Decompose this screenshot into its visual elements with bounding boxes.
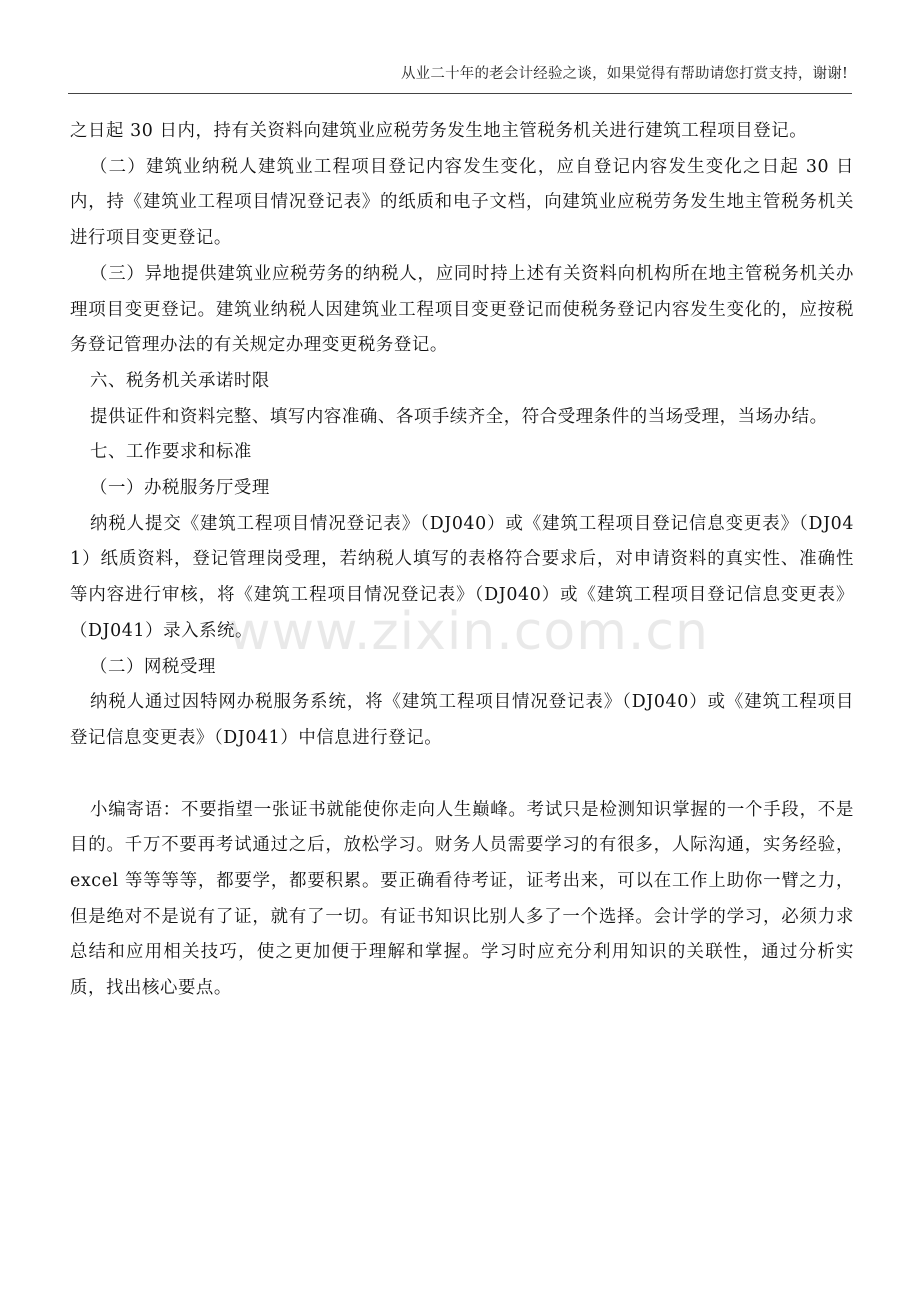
section-heading-6: 六、税务机关承诺时限: [90, 370, 270, 391]
document-body: [70, 114, 854, 1007]
paragraph-continuation: 之日起 30 日内，持有关资料向建筑业应税劳务发生地主管税务机关进行建筑工程项目登记。: [70, 121, 808, 141]
subheading-hall-acceptance: （一）办税服务厅受理: [90, 478, 270, 499]
paragraph-item-2-change: （二）建筑业纳税人建筑业工程项目登记内容发生变化，应自登记内容发生变化之日起 30 日内，持《建筑业工程项目情况登记表》的纸质和电子文档，向建筑业应税劳务发生地主管税务机关进行项目变更登记。: [70, 156, 854, 249]
paragraph-editor-note: 小编寄语：不要指望一张证书就能使你走向人生巅峰。考试只是检测知识掌握的一个手段，不是目的。千万不要再考试通过之后，放松学习。财务人员需要学习的有很多，人际沟通，实务经验，excel 等等等等，都要学，都要积累。要正确看待考证，证考出来，可以在工作上助你一臂之力，但是绝对不是说有了证，就有了一切。有证书知识比别人多了一个选择。会计学的学习，必须力求总结和应用相关技巧，使之更加便于理解和掌握。学习时应充分利用知识的关联性，通过分析实质，找出核心要点。: [70, 799, 854, 999]
watermark-text: www.zixin.com.cn: [228, 602, 709, 662]
paragraph-hall-acceptance: 纳税人提交《建筑工程项目情况登记表》（DJ040）或《建筑工程项目登记信息变更表》（DJ041）纸质资料，登记管理岗受理，若纳税人填写的表格符合要求后，对申请资料的真实性、准确性等内容进行审核，将《建筑工程项目情况登记表》（DJ040）或《建筑工程项目登记信息变更表》（DJ041）录入系统。: [70, 513, 854, 641]
header-note: 从业二十年的老会计经验之谈，如果觉得有帮助请您打赏支持，谢谢!: [400, 66, 848, 82]
paragraph-gap: [70, 757, 854, 793]
paragraph-commitment: 提供证件和资料完整、填写内容准确、各项手续齐全，符合受理条件的当场受理，当场办结。: [90, 406, 828, 427]
paragraph-item-3-remote: （三）异地提供建筑业应税劳务的纳税人，应同时持上述有关资料向机构所在地主管税务机关办理项目变更登记。建筑业纳税人因建筑业工程项目变更登记而使税务登记内容发生变化的，应按税务登记管理办法的有关规定办理变更税务登记。: [70, 263, 854, 356]
subheading-online-acceptance: （二）网税受理: [90, 656, 216, 677]
section-heading-7: 七、工作要求和标准: [90, 442, 252, 463]
header-divider: [68, 93, 852, 94]
paragraph-online-acceptance: 纳税人通过因特网办税服务系统，将《建筑工程项目情况登记表》（DJ040）或《建筑工程项目登记信息变更表》（DJ041）中信息进行登记。: [70, 692, 854, 748]
